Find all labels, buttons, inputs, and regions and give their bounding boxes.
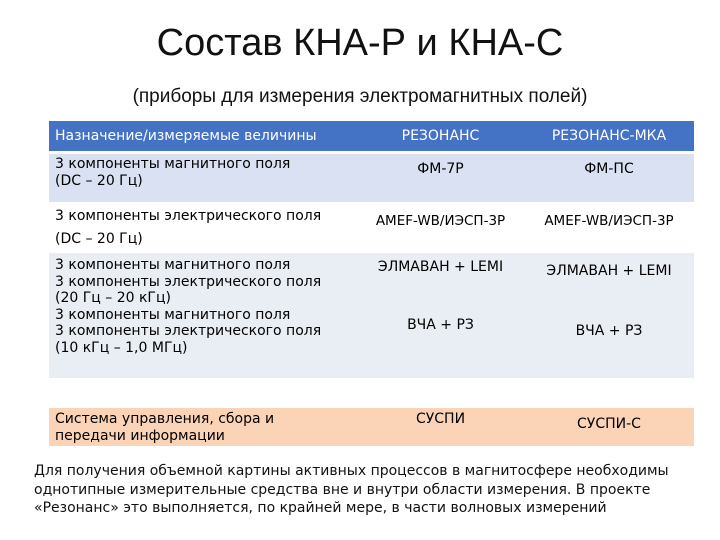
row-rezonans: ВЧА + РЗ (407, 317, 474, 333)
purpose-line: передачи информации (55, 428, 225, 444)
row-rezonans: ФМ-7Р (417, 161, 464, 177)
purpose-line: 3 компоненты электрического поля (55, 273, 322, 290)
purpose-line: Система управления, сбора и (55, 411, 275, 427)
purpose-line: 3 компоненты магнитного поля (55, 257, 291, 273)
row-rezonans-mka: AMEF-WB/ИЭСП-3Р (544, 213, 674, 229)
purpose-line: (10 кГц – 1,0 МГц) (55, 339, 188, 356)
table-row (49, 205, 694, 253)
slide-title: Состав КНА-Р и КНА-С (156, 22, 564, 64)
header-purpose: Назначение/измеряемые величины (55, 128, 317, 144)
row-rezonans: AMEF-WB/ИЭСП-3Р (375, 213, 506, 229)
purpose-line: (DC – 20 Гц) (55, 173, 143, 189)
row-rezonans: ЭЛМАВАН + LEMI (377, 259, 504, 275)
row-purpose (49, 408, 357, 446)
row-rezonans-mka-group (524, 253, 694, 378)
row-purpose (49, 205, 357, 253)
purpose-line: 3 компоненты магнитного поля (55, 156, 291, 172)
row-rezonans-mka: ЭЛМАВАН + LEMI (546, 263, 672, 279)
row-rezonans-mka: ВЧА + РЗ (575, 323, 643, 339)
row-rezonans-mka: СУСПИ-С (577, 416, 641, 432)
table-row (49, 154, 694, 202)
purpose-line: (DC – 20 Гц) (55, 231, 143, 247)
purpose-line: 3 компоненты электрического поля (55, 208, 322, 224)
instrument-table (49, 121, 694, 446)
row-rezonans: СУСПИ (415, 411, 466, 427)
slide-subtitle: (приборы для измерения электромагнитных полей) (132, 86, 588, 107)
table-row-group (49, 253, 694, 378)
purpose-line: 3 компоненты электрического поля (55, 323, 322, 339)
table-header-row (49, 121, 694, 151)
row-rezonans-group (357, 253, 524, 378)
footer-line: Для получения объемной картины активных процессов в магнитосфере необходимы (34, 463, 669, 479)
footer-line: «Резонанс» это выполняется, по крайней мере, в части волновых измерений (34, 500, 607, 516)
footer-note (34, 462, 694, 518)
footer-line: однотипные измерительные средства вне и внутри области измерения. В проекте (34, 481, 651, 498)
table-row (49, 408, 694, 446)
purpose-line: (20 Гц – 20 кГц) (55, 290, 171, 306)
header-rezonans: РЕЗОНАНС (401, 128, 480, 144)
row-purpose-group (49, 253, 357, 378)
row-rezonans-mka: ФМ-ПС (584, 161, 634, 177)
row-purpose (49, 154, 357, 202)
header-rezonans-mka: РЕЗОНАНС-МКА (551, 128, 667, 144)
purpose-line: 3 компоненты магнитного поля (55, 306, 291, 323)
